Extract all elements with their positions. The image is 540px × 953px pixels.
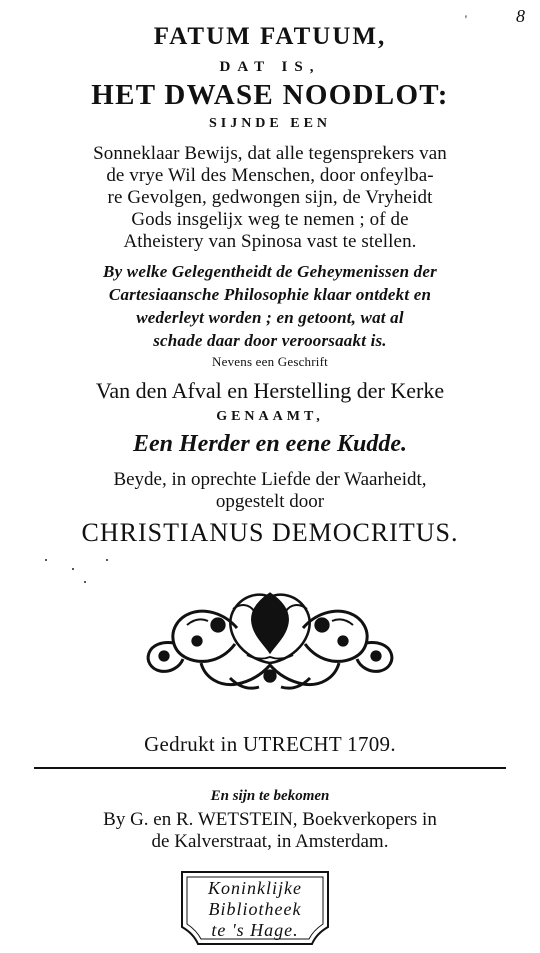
speckle [106, 559, 108, 561]
body-line-1: Sonneklaar Bewijs, dat alle tegensprekers van [93, 143, 447, 164]
genaamt-line: GENAAMT, [216, 409, 324, 424]
title-line-4: SIJNDE EEN [208, 116, 332, 131]
imprint-line: Gedrukt in UTRECHT 1709. [144, 732, 396, 756]
herder-line: Een Herder en eene Kudde. [133, 431, 407, 457]
italic-line-2: Cartesiaansche Philosophie klaar ontdekt en [108, 285, 432, 304]
beyde-line-2: opgestelt door [215, 491, 325, 512]
divider-rule [34, 767, 506, 769]
italic-line-4: schade daar door veroorsaakt is. [153, 331, 387, 350]
italic-line-1: By welke Gelegentheidt de Geheymenissen der [103, 262, 437, 281]
catalog-mark: 8 [516, 6, 525, 26]
stamp-line-1: Koninklijke [208, 878, 302, 898]
stamp-line-2: Bibliotheek [208, 899, 302, 919]
beyde-line-1: Beyde, in oprechte Liefde der Waarheidt, [113, 469, 427, 490]
seller-line-1: En sijn te bekomen [210, 788, 330, 804]
body-line-5: Atheistery van Spinosa vast te stellen. [123, 231, 417, 252]
catalog-mark-small: ' [464, 12, 467, 26]
body-line-4: Gods insgelijx weg te nemen ; of de [131, 209, 409, 230]
seller-line-3: de Kalverstraat, in Amsterdam. [151, 831, 389, 852]
stamp-line-3: te 's Hage. [211, 920, 299, 940]
secondary-note: Nevens een Geschrift [212, 354, 328, 369]
title-line-3: HET DWASE NOODLOT: [91, 79, 449, 111]
speckle [72, 568, 74, 570]
italic-line-3: wederleyt worden ; en getoont, wat al [136, 308, 404, 327]
seller-line-2: By G. en R. WETSTEIN, Boekverkopers in [103, 809, 437, 830]
speckle [45, 559, 47, 561]
author-name: CHRISTIANUS DEMOCRITUS. [81, 518, 459, 547]
body-line-3: re Gevolgen, gedwongen sijn, de Vryheidt [107, 187, 433, 208]
title-line-1: FATUM FATUUM, [153, 23, 387, 50]
ornament [0, 583, 540, 693]
title-line-2: DAT IS, [219, 59, 321, 75]
body-line-2: de vrye Wil des Menschen, door onfeylba- [106, 165, 434, 186]
secondary-title: Van den Afval en Herstelling der Kerke [95, 378, 445, 403]
